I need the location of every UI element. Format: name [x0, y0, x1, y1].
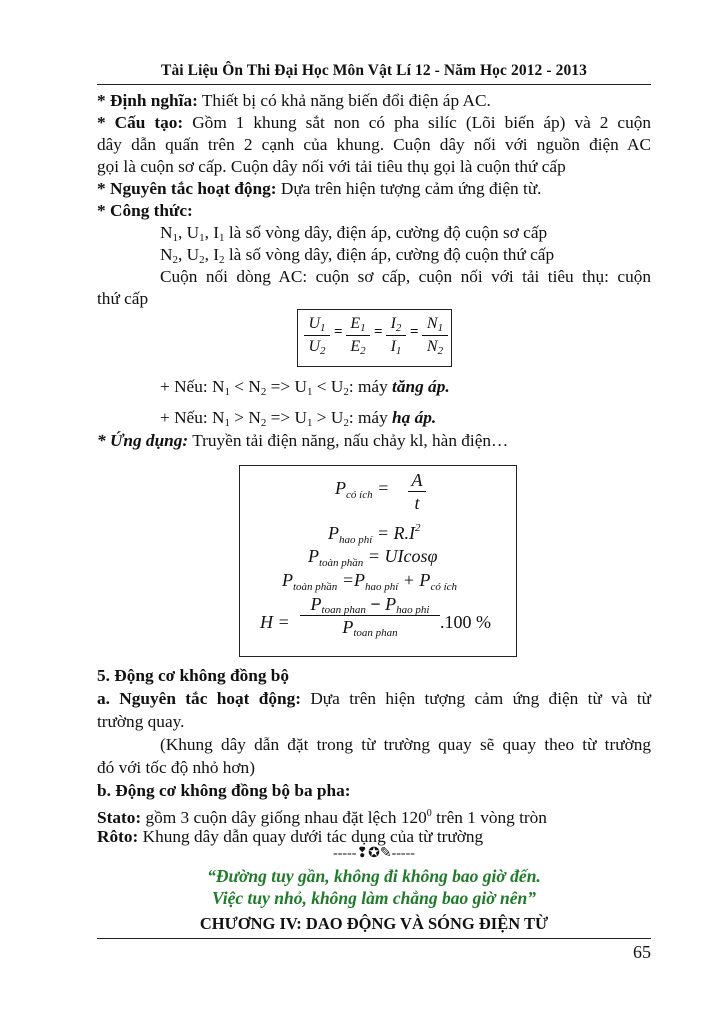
structure-line-3: gọi là cuộn sơ cấp. Cuộn dây nối với tải tiêu thụ gọi là cuộn thứ cấp: [97, 157, 566, 176]
fraction-u1-u2: $U_1$ $U_2$: [304, 314, 330, 357]
loss-sub: hao phí: [339, 534, 373, 546]
principle-text: Dựa trên hiện tượng cảm ứng điện từ.: [276, 179, 542, 198]
section5-b-label: b. Động cơ không đồng bộ ba pha:: [97, 781, 351, 800]
total-power-formula: $P_{toàn phần} = UIcos\varphi$: [308, 546, 438, 569]
formula-label-line: [97, 200, 651, 222]
loss-sub: hao phí: [364, 581, 399, 593]
structure-line-1: [97, 112, 651, 134]
equals-sign: =: [374, 324, 383, 340]
step-down-emph: hạ áp.: [392, 408, 437, 427]
ac-line-1: Cuộn nối dòng AC: cuộn sơ cấp, cuộn nối với tải tiêu thụ: cuộn: [160, 267, 651, 286]
section5-a-label: a. Nguyên tắc hoạt động:: [97, 689, 301, 708]
footer-rule: [97, 938, 651, 939]
section5-note-1: (Khung dây dẫn đặt trong từ trường quay sẽ quay theo từ trường: [160, 735, 651, 754]
useful-power-formula: $P_{có ích}$ =: [335, 478, 390, 501]
application-line: [97, 430, 651, 452]
page-header: Tài Liệu Ôn Thi Đại Học Môn Vật Lí 12 - Năm Học 2012 - 2013: [161, 62, 587, 79]
fraction-n1-n2: $N_1$ $N_2$: [422, 314, 448, 357]
quote-line-1: “Đường tuy gần, không đi không bao giờ đến.: [207, 866, 541, 886]
section5-note-2: đó với tốc độ nhỏ hơn): [97, 758, 255, 777]
structure-text-1: Gồm 1 khung sắt non có pha silíc (Lõi biến áp) và 2 cuộn: [183, 113, 651, 132]
total-sub: toàn phần: [319, 557, 364, 569]
header-rule: [97, 84, 651, 85]
step-up-prefix: + Nếu: N: [160, 377, 225, 396]
section5-title: 5. Động cơ không đồng bộ: [97, 666, 290, 685]
equals-sign: =: [410, 324, 419, 340]
step-up-emph: tăng áp.: [392, 377, 450, 396]
rotor-text: Khung dây dẫn quay dưới tác dụng của từ trường: [138, 827, 484, 846]
step-up-result: : máy: [348, 377, 393, 396]
section5-a-line-2: trường quay.: [97, 712, 185, 731]
structure-line-2: dây dẫn quấn trên 2 cạnh của khung. Cuộn dây nối với nguồn điện AC: [97, 135, 651, 154]
loss-power-formula: $P_{hao phí} = R.I^2$: [328, 522, 421, 546]
section5-a-line-1: [97, 688, 651, 710]
transformer-ratio-formula: [297, 309, 452, 367]
primary-text: là số vòng dây, điện áp, cường độ cuộn sơ cấp: [228, 223, 548, 242]
total-sub: toàn phần: [293, 581, 338, 593]
definition-line: [97, 90, 651, 112]
loss-rhs: = R.I: [376, 523, 415, 543]
efficiency-h-label: H =: [260, 612, 290, 632]
total-rhs: = UIcosφ: [367, 546, 438, 566]
useful-sub: có ích: [346, 489, 373, 501]
secondary-text: là số vòng dây, điện áp, cường độ cuộn thứ cấp: [228, 245, 555, 264]
step-up-line: + Nếu: $N_1 < N_2 => U_1 < U_2$: máy tăng áp.: [160, 377, 450, 398]
quote-line-2: Việc tuy nhỏ, không làm chẳng bao giờ nên”: [212, 888, 536, 908]
efficiency-fraction: $P_{toan phan} - P_{hao phi}$ $P_{toan phan}$: [300, 594, 440, 637]
ac-line-2: thứ cấp: [97, 289, 149, 308]
application-text: Truyền tải điện năng, nấu chảy kl, hàn điện…: [188, 431, 509, 450]
step-down-line: + Nếu: $N_1 > N_2 => U_1 > U_2$: máy hạ áp.: [160, 408, 437, 429]
fraction-e1-e2: $E_1$ $E_2$: [346, 314, 370, 357]
equals-sign: =: [334, 324, 343, 340]
useful-sub: có ích: [430, 581, 458, 593]
step-down-prefix: + Nếu: N: [160, 408, 225, 427]
principle-line: [97, 178, 651, 200]
fraction-a-t: A t: [408, 470, 426, 513]
efficiency-percent: .100 %: [440, 612, 491, 632]
stator-tail: trên 1 vòng tròn: [431, 808, 547, 827]
structure-label: * Cấu tạo:: [97, 113, 184, 132]
fraction-i2-i1: $I_2$ $I_1$: [386, 314, 406, 357]
section-divider: -----❢✪✎-----: [333, 846, 415, 861]
rotor-label: Rôto:: [97, 827, 139, 846]
secondary-symbols-line: $N_2$, $U_2$, $I_2$ là số vòng dây, điện áp, cường độ cuộn thứ cấp: [160, 245, 555, 266]
chapter-title: CHƯƠNG IV: DAO ĐỘNG VÀ SÓNG ĐIỆN TỪ: [199, 914, 549, 933]
total-sub-plain: toan phan: [321, 604, 366, 616]
power-sum-formula: $P_{toàn phần} =P_{hao phí} + P_{có ích}$: [282, 570, 458, 593]
section5-a-text: Dựa trên hiện tượng cảm ứng điện từ và từ: [300, 689, 651, 708]
definition-text: Thiết bị có khả năng biến đổi điện áp AC.: [197, 91, 491, 110]
principle-label: * Nguyên tắc hoạt động:: [97, 179, 277, 198]
loss-sub-plain: hao phi: [396, 604, 430, 616]
stator-line: Stato: gồm 3 cuộn dây giống nhau đặt lệch $120^0$ trên 1 vòng tròn: [97, 808, 547, 827]
primary-symbols-line: $N_1$, $U_1$, $I_1$ là số vòng dây, điện áp, cường độ cuộn sơ cấp: [160, 223, 548, 244]
application-label: * Ứng dụng:: [97, 431, 189, 450]
definition-label: * Định nghĩa:: [97, 91, 198, 110]
formula-label: * Công thức:: [97, 201, 193, 220]
step-down-result: : máy: [348, 408, 393, 427]
stator-text: gồm 3 cuộn dây giống nhau đặt lệch 120: [141, 808, 427, 827]
stator-label: Stato:: [97, 808, 142, 827]
total-sub-plain: toan phan: [353, 627, 398, 639]
page-number: 65: [633, 942, 651, 962]
power-formulas-box: [239, 465, 517, 657]
